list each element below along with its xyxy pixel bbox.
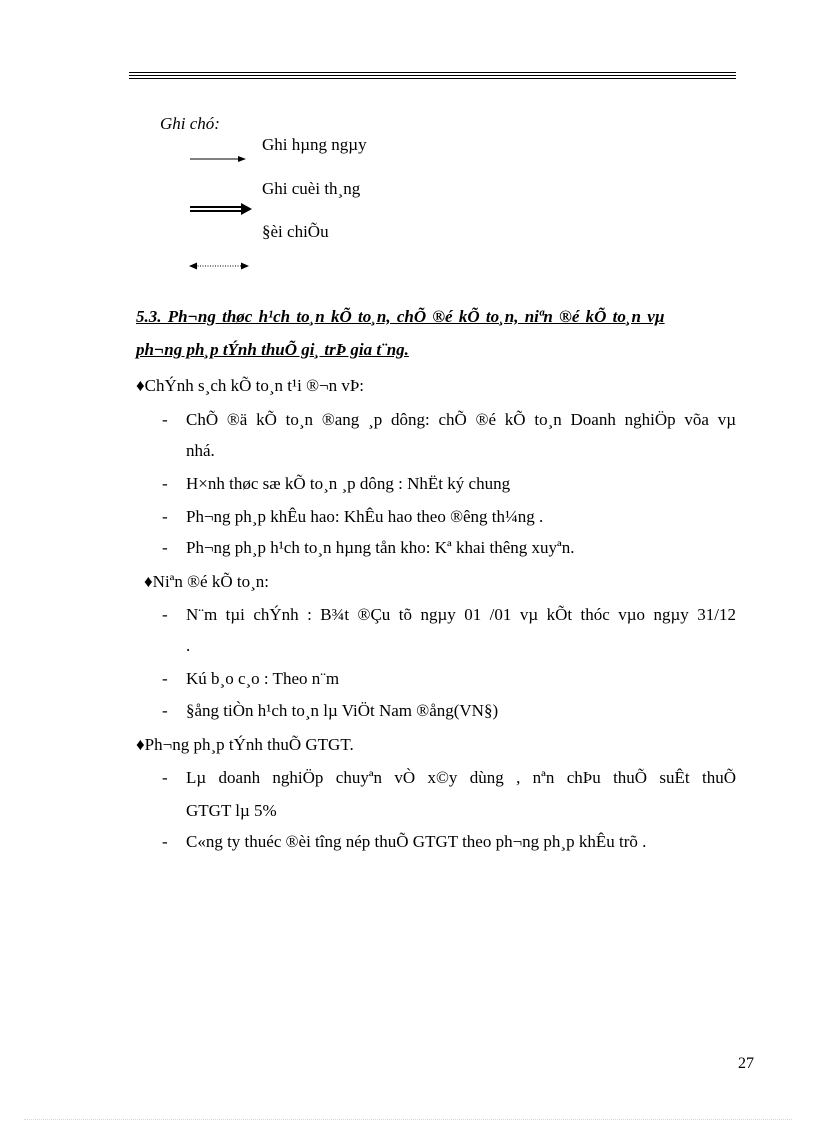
list-dash: -: [162, 474, 168, 493]
list-dash: -: [162, 507, 168, 526]
list-item: Kú b¸o c¸o : Theo n¨m: [186, 669, 340, 688]
list-dash: -: [162, 768, 168, 787]
list-dash: -: [162, 538, 168, 557]
single-arrow-icon: [188, 153, 248, 165]
list-dash: -: [162, 410, 168, 429]
list-item: Lµ doanh nghiÖp chuyªn vÒ x©y dùng , nªn chÞu thuÕ suÊt thuÕ: [186, 768, 736, 787]
legend-title: Ghi chó:: [160, 114, 220, 133]
double-arrow-icon: [188, 202, 254, 216]
list-item: C«ng ty thuéc ®èi tîng nép thuÕ GTGT theo ph¬ng ph¸p khÊu trõ .: [186, 832, 647, 851]
fiscal-year-title: ♦Niªn ®é kÕ to¸n:: [144, 572, 269, 591]
list-dash: -: [162, 701, 168, 720]
vat-method-title: ♦Ph¬ng ph¸p tÝnh thuÕ GTGT.: [136, 735, 354, 754]
list-item: N¨m tµi chÝnh : B¾t ®Çu tõ ngµy 01 /01 vµ kÕt thóc vµo ngµy 31/12: [186, 605, 736, 624]
footer-divider: [24, 1119, 792, 1120]
list-dash: -: [162, 669, 168, 688]
list-item: Ph¬ng ph¸p h¹ch to¸n hµng tån kho: Kª khai thêng xuyªn.: [186, 538, 575, 557]
list-item: Ph¬ng ph¸p khÊu hao: KhÊu hao theo ®êng th¼ng .: [186, 507, 544, 526]
legend-label-daily: Ghi hµng ngµy: [262, 135, 367, 154]
header-rule: [129, 72, 736, 73]
list-item: H×nh thøc sæ kÕ to¸n ¸p dông : NhËt ký chung: [186, 474, 511, 493]
page-number: 27: [738, 1055, 754, 1072]
header-rule: [129, 78, 736, 79]
list-dash: -: [162, 605, 168, 624]
list-item-continuation: GTGT lµ 5%: [186, 801, 277, 820]
legend-label-monthly: Ghi cuèi th¸ng: [262, 179, 361, 198]
header-rule: [129, 75, 736, 76]
legend-label-reconcile: §èi chiÕu: [262, 222, 329, 241]
list-item-continuation: .: [186, 636, 191, 655]
list-dash: -: [162, 832, 168, 851]
section-heading-line-2: ph¬ng ph¸p tÝnh thuÕ gi¸ trÞ gia t¨ng.: [136, 340, 409, 359]
dotted-bidirectional-arrow-icon: [188, 260, 252, 272]
list-item-continuation: nhá.: [186, 441, 215, 460]
list-item: §ång tiÒn h¹ch to¸n lµ ViÖt Nam ®ång(VN§): [186, 701, 499, 720]
section-heading-line-1: 5.3. Ph¬ng thøc h¹ch to¸n kÕ to¸n, chÕ ®é kÕ to¸n, niªn ®é kÕ to¸n vµ: [136, 307, 665, 326]
list-item: ChÕ ®ä kÕ to¸n ®ang ¸p dông: chÕ ®é kÕ to¸n Doanh nghiÖp võa vµ: [186, 410, 736, 429]
accounting-policy-title: ♦ChÝnh s¸ch kÕ to¸n t¹i ®¬n vÞ:: [136, 376, 364, 395]
